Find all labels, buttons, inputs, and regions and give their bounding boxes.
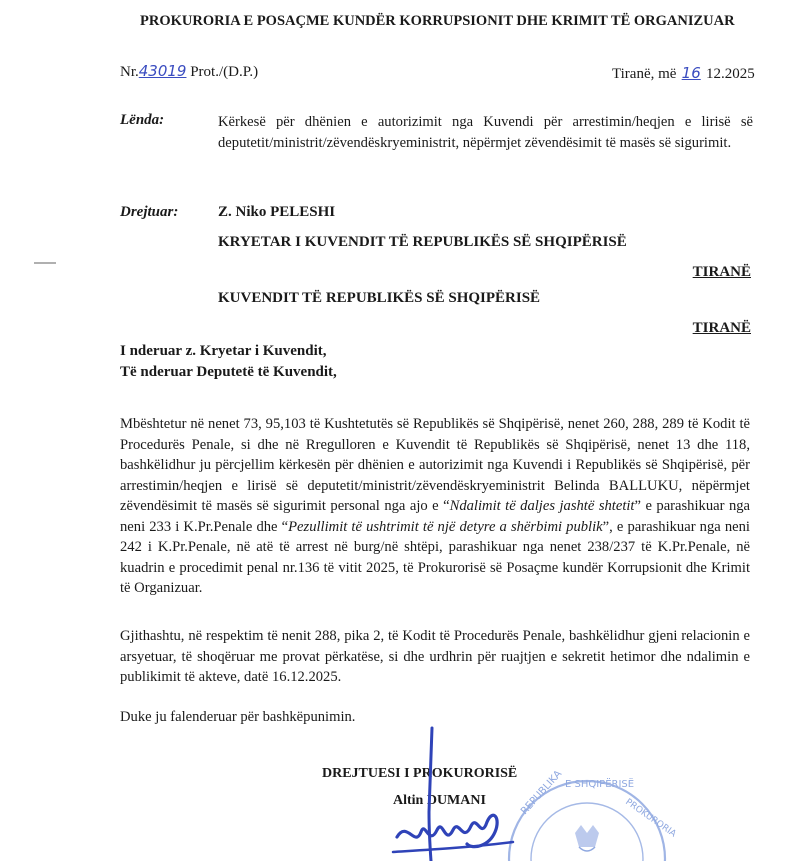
svg-text:E SHQIPËRISË: E SHQIPËRISË bbox=[565, 779, 635, 790]
margin-mark bbox=[34, 262, 56, 264]
p1-italic-2: Pezullimit të ushtrimit të një detyre a shërbimi publik bbox=[288, 518, 603, 535]
addressee-title: KRYETAR I KUVENDIT TË REPUBLIKËS SË SHQIPËRISË bbox=[218, 234, 627, 250]
protocol-number bbox=[120, 62, 258, 81]
place-date bbox=[612, 64, 755, 83]
institution-header: PROKURORIA E POSAÇME KUNDËR KORRUPSIONIT DHE KRIMIT TË ORGANIZUAR bbox=[140, 13, 735, 29]
body-paragraph-3: Duke ju falenderuar për bashkëpunimin. bbox=[120, 709, 356, 725]
svg-text:REPUBLIKA: REPUBLIKA bbox=[519, 768, 565, 818]
addressee-body: KUVENDIT TË REPUBLIKËS SË SHQIPËRISË bbox=[218, 290, 541, 306]
handwritten-signature bbox=[385, 722, 535, 861]
body-paragraph-1 bbox=[120, 414, 750, 599]
addressee-city-2: TIRANË bbox=[692, 320, 751, 336]
addressee-label: Drejtuar: bbox=[120, 204, 179, 220]
protocol-nr-handwritten: 43019 bbox=[138, 62, 187, 80]
p1-text-a: Mbështetur në nenet 73, 95,103 të Kushtetutës së Republikës së Shqipërisë, nenet 260, 288, 289 të Kodit të Procedurës Penale, si dhe në Rregulloren e Kuvendit të Republikës së Shqipërisë, nenet 13 dhe 118, bashkëlidhur ju përcjellim kërkesën për dhënien e autorizimit nga Kuvendi i Republikës së Shqipërisë, për arrestimin/heqjen e lirisë së deputetit/ministrit/zëvendëskryeministrit Belinda BALLUKU, nëpërmjet zëvendësimit të masës së sigurimit personal nga ajo e “ bbox=[120, 416, 750, 514]
date-day-handwritten: 16 bbox=[681, 64, 701, 82]
body-paragraph-2: Gjithashtu, në respektim të nenit 288, pika 2, të Kodit të Procedurës Penale, bashkëlidhur gjeni relacionin e arsyetuar, të shoqëruar me provat përkatëse, si dhe urdhrin për ruajtjen e sekretit hetimor dhe ndalimin e publikimit të akteve, datë 16.12.2025. bbox=[120, 628, 750, 685]
p1-text-c: ”, e parashikuar nga neni 242 i K.Pr.Penale, në atë të arrest në burg/në shtëpi, parashikuar nga nenet 238/237 të K.Pr.Penale, në kuadrin e procedimit penal nr.136 të vitit 2025, të Prokurorisë së Posaçme kundër Korrupsionit dhe Krimit të Organizuar. bbox=[120, 518, 750, 596]
p1-italic-1: Ndalimit të daljes jashtë shtetit bbox=[449, 498, 635, 514]
addressee-name: Z. Niko PELESHI bbox=[218, 204, 336, 220]
place-date-prefix: Tiranë, më bbox=[612, 66, 677, 82]
svg-text:PROKURORIA: PROKURORIA bbox=[623, 797, 678, 840]
protocol-prot-label: Prot./(D.P.) bbox=[190, 64, 259, 80]
greeting-line-2: Të nderuar Deputetë të Kuvendit, bbox=[120, 364, 337, 380]
subject-label: Lënda: bbox=[120, 112, 165, 128]
signatory-name: Altin DUMANI bbox=[393, 793, 486, 808]
signatory-title: DREJTUESI I PROKURORISË bbox=[322, 766, 518, 781]
p1-text-b: ” e parashikuar nga neni 233 i K.Pr.Penale dhe “ bbox=[120, 498, 751, 535]
greeting-line-1: I nderuar z. Kryetar i Kuvendit, bbox=[120, 343, 327, 359]
date-suffix: 12.2025 bbox=[705, 66, 755, 82]
addressee-city-1: TIRANË bbox=[692, 264, 751, 280]
subject-text: Kërkesë për dhënien e autorizimit nga Kuvendi për arrestimin/heqjen e lirisë së deputetit/ministrit/zëvendëskryeministrit, nëpërmjet zëvendësimit të masës së sigurimit. bbox=[218, 114, 753, 151]
protocol-nr-label: Nr. bbox=[120, 64, 139, 80]
